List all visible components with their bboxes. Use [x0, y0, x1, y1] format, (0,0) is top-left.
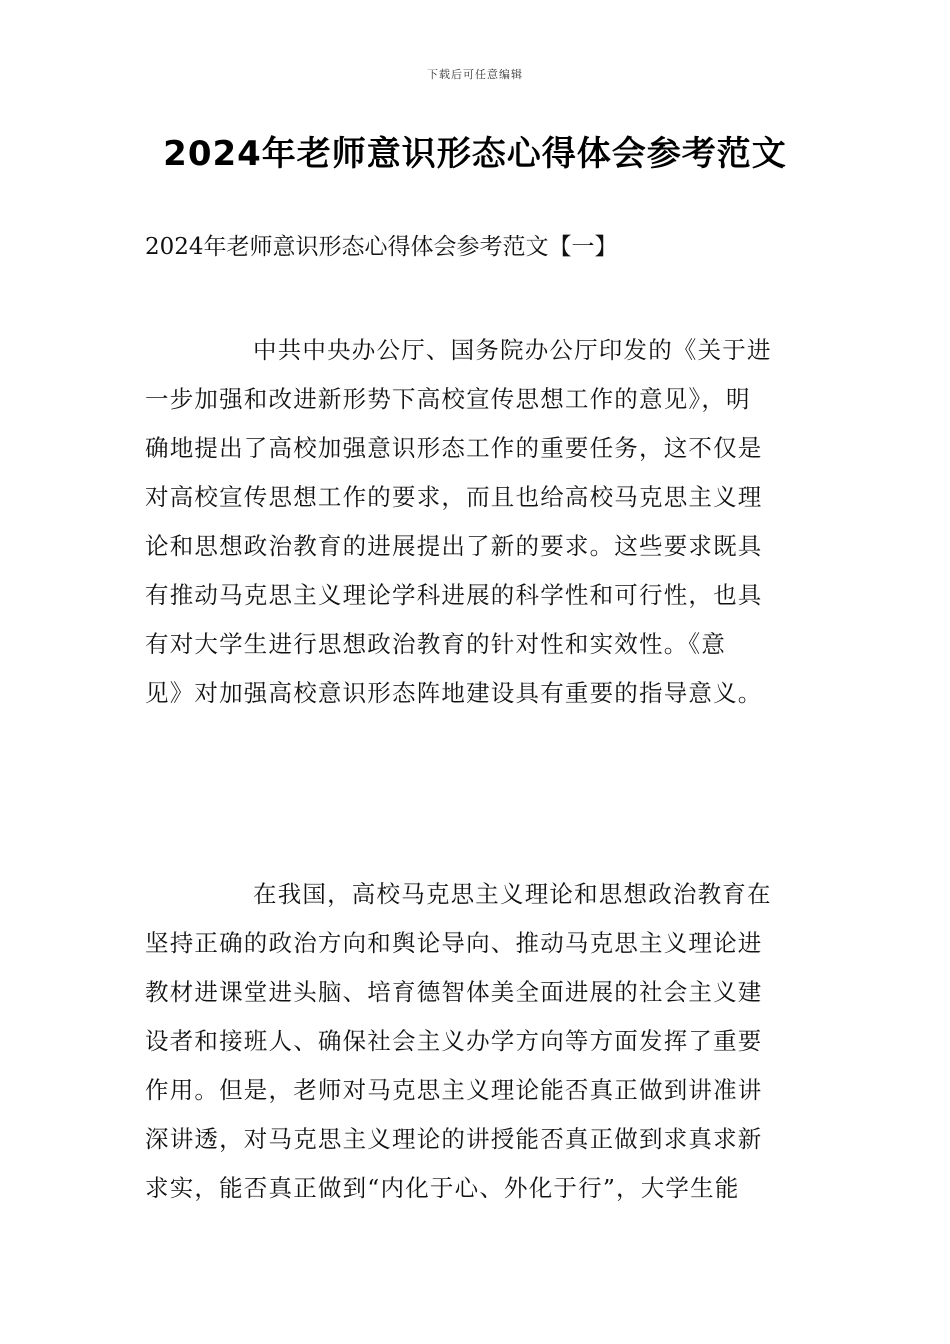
paragraph-line: 论和思想政治教育的进展提出了新的要求。这些要求既具 [145, 532, 763, 560]
paragraph-line: 一步加强和改进新形势下高校宣传思想工作的意见》，明 [145, 385, 751, 413]
document-title: 2024年老师意识形态心得体会参考范文 [163, 134, 787, 174]
paragraph-line: 中共中央办公厅、国务院办公厅印发的《关于进 [253, 336, 772, 364]
paragraph-2 [145, 870, 807, 1213]
section-heading: 2024年老师意识形态心得体会参考范文【一】 [145, 234, 618, 260]
paragraph-line: 有对大学生进行思想政治教育的针对性和实效性。《意 [145, 630, 727, 658]
paragraph-line: 作用。但是，老师对马克思主义理论能否真正做到讲准讲 [145, 1076, 763, 1104]
paragraph-line: 坚持正确的政治方向和舆论导向、推动马克思主义理论进 [145, 929, 763, 957]
paragraph-line: 对高校宣传思想工作的要求，而且也给高校马克思主义理 [145, 483, 763, 511]
paragraph-line: 见》对加强高校意识形态阵地建设具有重要的指导意义。 [145, 679, 763, 707]
paragraph-line: 确地提出了高校加强意识形态工作的重要任务，这不仅是 [145, 434, 763, 462]
paragraph-line: 在我国，高校马克思主义理论和思想政治教育在 [253, 880, 772, 908]
paragraph-line: 教材进课堂进头脑、培育德智体美全面进展的社会主义建 [145, 978, 763, 1006]
paragraph-line: 设者和接班人、确保社会主义办学方向等方面发挥了重要 [145, 1027, 763, 1055]
paragraph-line: 求实，能否真正做到“内化于心、外化于行”，大学生能 [145, 1174, 740, 1202]
paragraph-1 [145, 326, 807, 718]
paragraph-line: 深讲透，对马克思主义理论的讲授能否真正做到求真求新 [145, 1125, 763, 1153]
paragraph-line: 有推动马克思主义理论学科进展的科学性和可行性，也具 [145, 581, 763, 609]
header-note: 下载后可任意编辑 [427, 68, 523, 81]
